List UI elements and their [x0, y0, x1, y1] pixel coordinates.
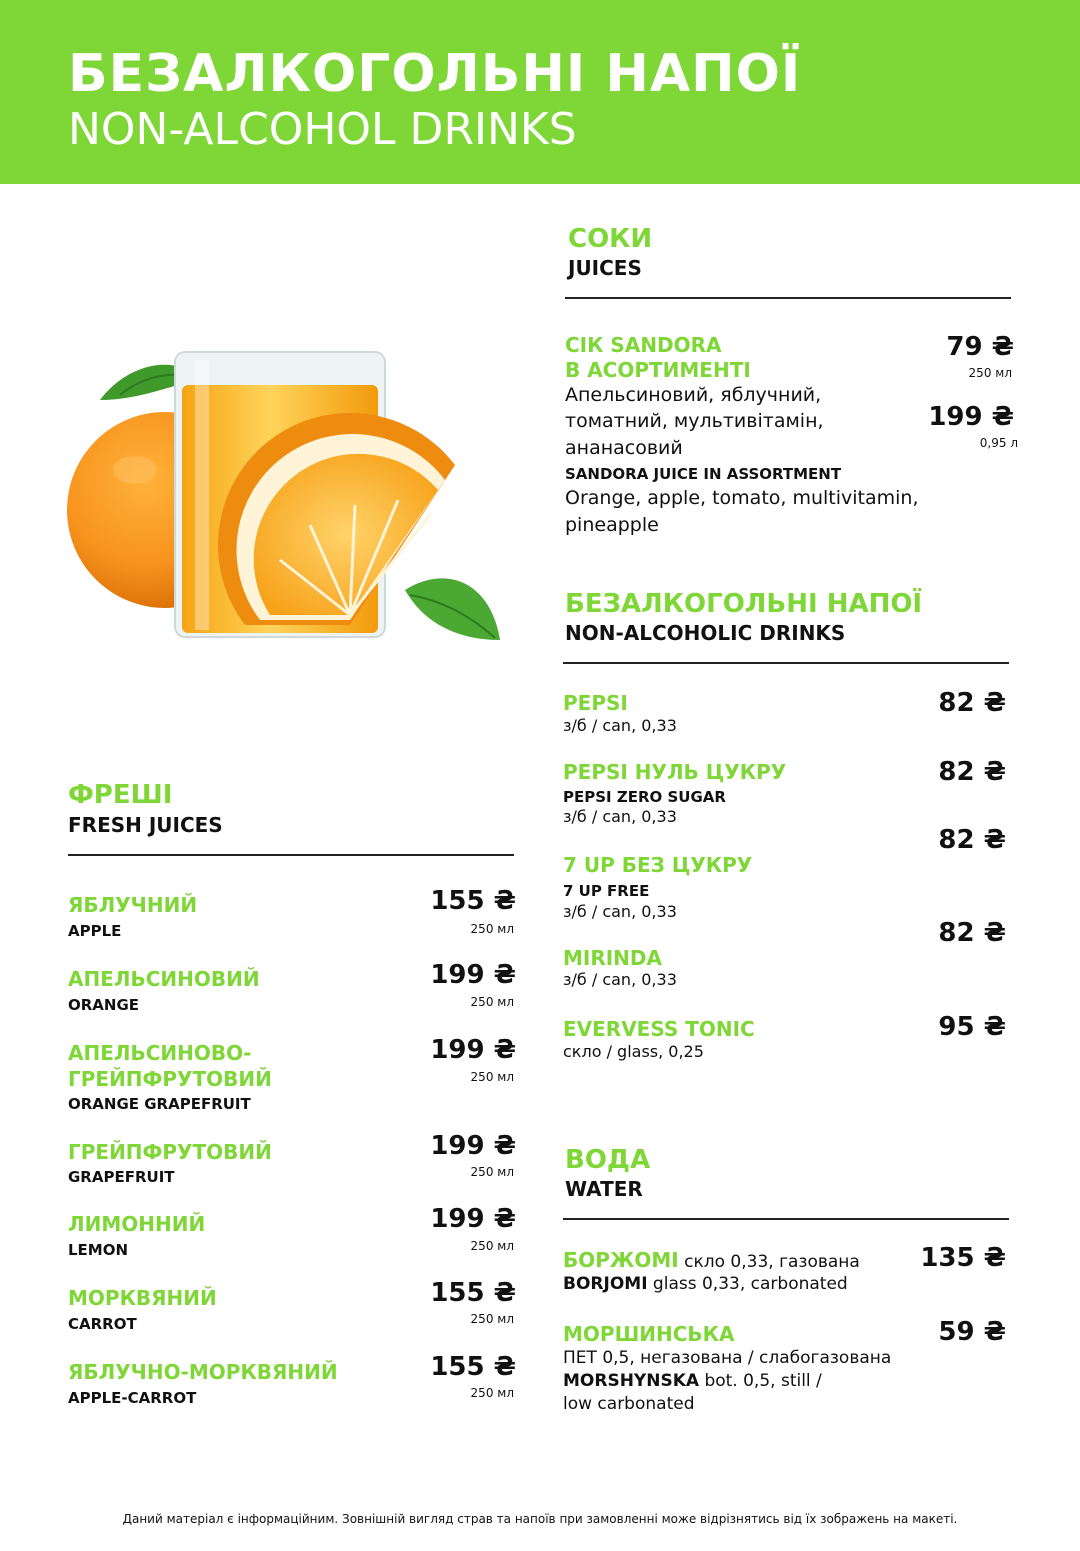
soft-drinks-title: БЕЗАЛКОГОЛЬНІ НАПОЇ: [565, 589, 923, 619]
menu-item-name-en: LEMON: [68, 1241, 129, 1259]
menu-item-description-en: pineapple: [565, 514, 659, 536]
juices-title: СОКИ: [568, 224, 653, 254]
menu-item-name: В АСОРТИМЕНТІ: [565, 358, 751, 382]
menu-item-name: MIRINDA: [563, 946, 663, 970]
menu-item-name-en: APPLE-CARROT: [68, 1389, 197, 1407]
menu-item-price: 155 ₴: [430, 1352, 516, 1382]
divider: [563, 662, 1009, 664]
menu-item-name: ГРЕЙПФРУТОВИЙ: [68, 1067, 272, 1091]
menu-item-name: АПЕЛЬСИНОВИЙ: [68, 967, 260, 991]
menu-item-volume: 250 мл: [470, 995, 514, 1009]
menu-item-note: з/б / can, 0,33: [563, 902, 677, 921]
fresh-title: ФРЕШІ: [68, 780, 173, 810]
menu-item-price: 135 ₴: [920, 1243, 1006, 1273]
menu-item-name: МОРКВЯНИЙ: [68, 1286, 217, 1310]
water-title: ВОДА: [565, 1145, 651, 1175]
menu-item-name-en: MORSHYNSKA: [563, 1371, 700, 1391]
menu-item-note: з/б / can, 0,33: [563, 716, 677, 735]
menu-item-description: Апельсиновий, яблучний,: [565, 384, 822, 406]
menu-item-note: скло / glass, 0,25: [563, 1042, 704, 1061]
menu-item-price: 82 ₴: [938, 688, 1006, 718]
menu-item-description-en: bot. 0,5, still /: [699, 1371, 822, 1391]
menu-item-name-en: GRAPEFRUIT: [68, 1168, 175, 1186]
menu-item-name-en: BORJOMI: [563, 1274, 648, 1294]
menu-item-name-en: ORANGE GRAPEFRUIT: [68, 1095, 251, 1113]
menu-item-price: 95 ₴: [938, 1012, 1006, 1042]
menu-item-name: PEPSI НУЛЬ ЦУКРУ: [563, 760, 787, 784]
menu-item-price: 155 ₴: [430, 1278, 516, 1308]
menu-item-line: [563, 1248, 860, 1272]
menu-item-name-en: APPLE: [68, 922, 122, 940]
menu-item-name-en: SANDORA JUICE IN ASSORTMENT: [565, 465, 842, 483]
menu-item-name: СІК SANDORA: [565, 333, 722, 357]
menu-item-description: ПЕТ 0,5, негазована / слабогазована: [563, 1348, 892, 1368]
menu-item-name: ЯБЛУЧНО-МОРКВЯНИЙ: [68, 1360, 338, 1384]
menu-item-name: ГРЕЙПФРУТОВИЙ: [68, 1140, 272, 1164]
divider: [563, 1218, 1009, 1220]
menu-item-name-en: PEPSI ZERO SUGAR: [563, 788, 726, 806]
disclaimer: Даний матеріал є інформаційним. Зовнішній вигляд страв та напоїв при замовленні може відрізнятись від їх зображень на макеті.: [122, 1512, 958, 1526]
menu-item-price: 199 ₴: [430, 1204, 516, 1234]
menu-item-price: 199 ₴: [430, 1035, 516, 1065]
divider: [565, 297, 1011, 299]
menu-item-name: ЯБЛУЧНИЙ: [68, 893, 198, 917]
menu-item-price: 199 ₴: [430, 1131, 516, 1161]
menu-item-name-en: 7 UP FREE: [563, 882, 650, 900]
menu-item-price: 79 ₴: [946, 332, 1014, 362]
menu-item-name: EVERVESS TONIC: [563, 1017, 755, 1041]
menu-item-note: з/б / can, 0,33: [563, 807, 677, 826]
menu-item-volume: 250 мл: [968, 366, 1012, 380]
divider: [68, 854, 514, 856]
menu-item-volume: 250 мл: [470, 1165, 514, 1179]
menu-item-name-en: ORANGE: [68, 996, 140, 1014]
menu-item-price: 82 ₴: [938, 825, 1006, 855]
soft-drinks-subtitle: NON-ALCOHOLIC DRINKS: [565, 621, 846, 645]
menu-item-description: ананасовий: [565, 437, 683, 459]
menu-item-price: 199 ₴: [430, 960, 516, 990]
menu-item-price: 155 ₴: [430, 886, 516, 916]
menu-item-name: 7 UP БЕЗ ЦУКРУ: [563, 853, 753, 877]
menu-item-price: 82 ₴: [938, 918, 1006, 948]
menu-item-volume: 250 мл: [470, 1312, 514, 1326]
menu-item-description-en: Orange, apple, tomato, multivitamin,: [565, 487, 919, 509]
menu-item-name-en: CARROT: [68, 1315, 137, 1333]
menu-item-description: томатний, мультивітамін,: [565, 410, 824, 432]
fresh-subtitle: FRESH JUICES: [68, 813, 223, 837]
menu-item-description-en: low carbonated: [563, 1394, 695, 1414]
menu-item-price: 82 ₴: [938, 757, 1006, 787]
menu-item-description: скло 0,33, газована: [678, 1252, 860, 1272]
menu-item-volume: 250 мл: [470, 1070, 514, 1084]
water-subtitle: WATER: [565, 1177, 643, 1201]
menu-item-name: ЛИМОННИЙ: [68, 1212, 206, 1236]
menu-item-price: 199 ₴: [928, 402, 1014, 432]
menu-item-volume: 250 мл: [470, 1239, 514, 1253]
page-subtitle: NON-ALCOHOL DRINKS: [68, 104, 577, 155]
menu-item-note: з/б / can, 0,33: [563, 970, 677, 989]
menu-item-name: МОРШИНСЬКА: [563, 1322, 735, 1346]
menu-item-description-en: glass 0,33, carbonated: [647, 1274, 848, 1294]
menu-item-volume: 250 мл: [470, 1386, 514, 1400]
menu-item-volume: 0,95 л: [979, 436, 1018, 450]
menu-item-volume: 250 мл: [470, 922, 514, 936]
orange-juice-illustration: [60, 340, 510, 670]
menu-item-line: [563, 1274, 848, 1294]
menu-item-price: 59 ₴: [938, 1317, 1006, 1347]
page-title: БЕЗАЛКОГОЛЬНІ НАПОЇ: [68, 44, 802, 104]
menu-item-name: PEPSI: [563, 691, 628, 715]
juices-subtitle: JUICES: [568, 256, 642, 280]
menu-item-name: БОРЖОМІ: [563, 1248, 679, 1272]
menu-item-line: [563, 1371, 822, 1391]
menu-item-name: АПЕЛЬСИНОВО-: [68, 1041, 252, 1065]
header-banner: [0, 0, 1080, 184]
